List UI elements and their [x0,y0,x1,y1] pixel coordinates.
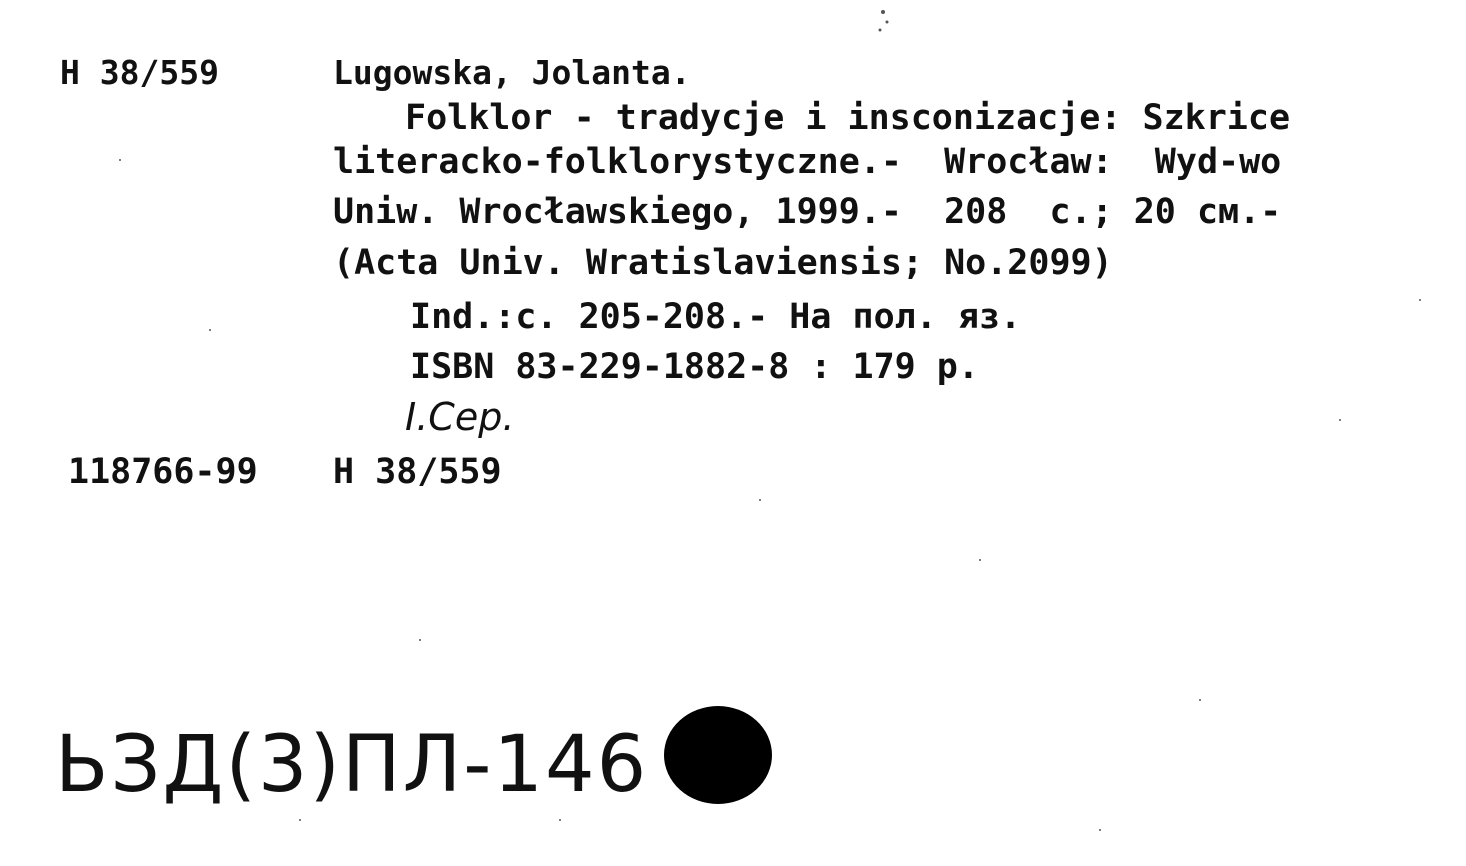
call-number-top: H 38/559 [60,53,219,92]
notes-line: Ind.:c. 205-208.- На пол. яз. [410,297,1022,337]
call-number-bottom: H 38/559 [333,452,502,492]
title-line-2: literacko-folklorystyczne.- Wrocław: Wyd-wo [333,142,1282,182]
isbn-line: ISBN 83-229-1882-8 : 179 р. [410,347,979,387]
publication-line: Uniw. Wrocławskiego, 1999.- 208 с.; 20 см.- [333,192,1282,232]
title-line-1: Folklor - tradycje i insconizacje: Szkrice [405,98,1291,138]
handwritten-series-note: I.Сер. [405,395,515,439]
series-line: (Acta Univ. Wratislaviensis; No.2099) [333,243,1113,283]
author-name: Lugowska, Jolanta. [333,53,691,92]
accession-number: 118766-99 [68,452,258,492]
handwritten-call-number: ЬЗД(3)ПЛ-146 [55,720,649,810]
